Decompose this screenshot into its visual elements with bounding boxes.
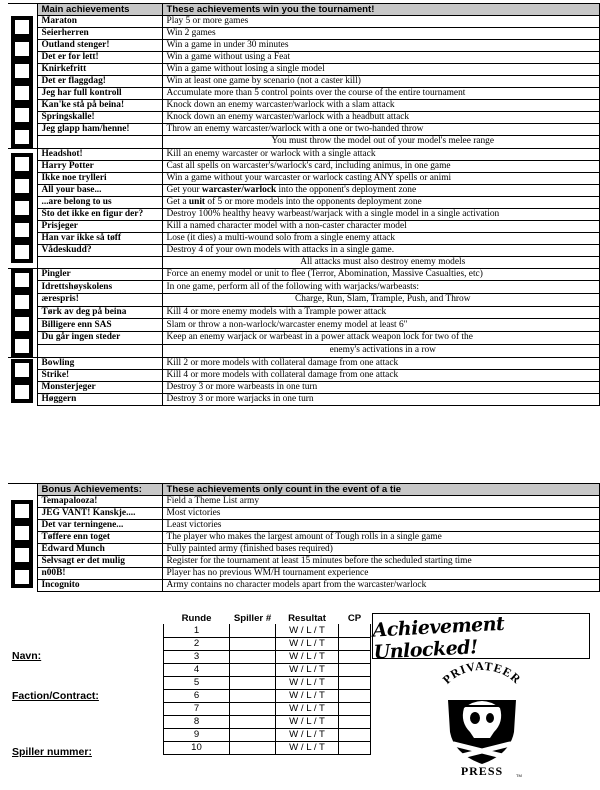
achievement-name: Incognito	[37, 580, 162, 592]
privateer-press-logo	[430, 662, 534, 780]
faction-label: Faction/Contract:	[12, 690, 99, 702]
achievement-name: Sto det ikke en figur der?	[37, 208, 162, 220]
achievement-description: Win at least one game by scenario (not a caster kill)	[162, 76, 600, 88]
spiller-cell[interactable]	[230, 702, 276, 715]
achievement-checkbox[interactable]	[11, 381, 33, 403]
spiller-cell[interactable]	[230, 715, 276, 728]
achievement-name: Tørk av deg på beina	[37, 306, 162, 319]
achievement-row	[8, 244, 600, 256]
achievement-checkbox[interactable]	[11, 500, 33, 522]
achievement-description: Knock down an enemy warcaster/warlock with a headbutt attack	[162, 112, 600, 124]
achievement-row	[8, 220, 600, 232]
achievement-unlocked-text: Achievement Unlocked!	[371, 612, 505, 664]
achievement-row	[8, 256, 600, 268]
achievement-name: Billigere enn SAS	[37, 319, 162, 332]
achievement-row	[8, 268, 600, 281]
achievement-name: Temapalooza!	[37, 496, 162, 508]
achievement-name: Headshot!	[37, 148, 162, 160]
spiller-cell[interactable]	[230, 676, 276, 689]
round-number: 8	[164, 715, 230, 728]
achievement-row	[8, 112, 600, 124]
bonus-header-right: These achievements only count in the event of a tie	[162, 484, 600, 496]
achievement-row	[8, 136, 600, 148]
round-number: 4	[164, 663, 230, 676]
bonus-header-left: Bonus Achievements:	[37, 484, 162, 496]
achievement-row	[8, 172, 600, 184]
achievement-name: Jeg glapp ham/henne!	[37, 124, 162, 136]
header-cp: CP	[347, 612, 362, 624]
achievement-description: Register for the tournament at least 15 minutes before the scheduled starting time	[162, 556, 600, 568]
main-header-row	[8, 4, 600, 16]
main-achievements-table	[8, 3, 600, 406]
cp-cell[interactable]	[339, 637, 371, 650]
spiller-cell[interactable]	[230, 689, 276, 702]
description-text: Get your	[166, 184, 202, 195]
achievement-row	[8, 124, 600, 136]
header-spacer	[8, 4, 37, 16]
achievement-description: Charge, Run, Slam, Trample, Push, and Throw	[162, 293, 600, 306]
achievement-checkbox[interactable]	[11, 38, 33, 60]
achievement-row	[8, 28, 600, 40]
score-row	[164, 676, 371, 689]
achievement-name: Prisjeger	[37, 220, 162, 232]
achievement-description: Least victories	[162, 520, 600, 532]
achievement-description: All attacks must also destroy enemy models	[162, 256, 600, 268]
achievement-description: Kill an enemy warcaster or warlock with a single attack	[162, 148, 600, 160]
achievement-name: Det er flaggdag!	[37, 76, 162, 88]
spiller-cell[interactable]	[230, 741, 276, 754]
checkbox-cell	[8, 148, 37, 268]
achievement-row	[8, 196, 600, 208]
main-header-right: These achievements win you the tournament!	[162, 4, 600, 16]
achievement-row	[8, 52, 600, 64]
achievement-name: n00B!	[37, 568, 162, 580]
header-spiller: Spiller #	[233, 612, 272, 624]
achievement-name: Kan'ke stå på beina!	[37, 100, 162, 112]
header-runde: Runde	[181, 612, 212, 624]
achievement-description: Throw an enemy warcaster/warlock with a one or two-handed throw	[162, 124, 600, 136]
achievement-description: Kill 2 or more models with collateral damage from one attack	[162, 357, 600, 369]
achievement-description: Slam or throw a non-warlock/warcaster enemy model at least 6"	[162, 319, 600, 332]
achievement-description: Field a Theme List army	[162, 496, 600, 508]
score-row	[164, 650, 371, 663]
achievement-checkbox[interactable]	[11, 313, 33, 335]
achievement-row	[8, 556, 600, 568]
achievement-row	[8, 306, 600, 319]
spiller-cell[interactable]	[230, 663, 276, 676]
achievement-name: Høggern	[37, 393, 162, 405]
achievement-name: Ikke noe trylleri	[37, 172, 162, 184]
achievement-description: Destroy 3 or more warjacks in one turn	[162, 393, 600, 405]
achievement-description: Destroy 4 of your own models with attacks in a single game.	[162, 244, 600, 256]
result-cell[interactable]: W / L / T	[276, 650, 339, 663]
score-row	[164, 637, 371, 650]
spiller-nummer-label: Spiller nummer:	[12, 746, 92, 758]
achievement-checkbox[interactable]	[11, 241, 33, 263]
achievement-row	[8, 100, 600, 112]
achievement-name: Pingler	[37, 268, 162, 281]
achievement-description: Win 2 games	[162, 28, 600, 40]
achievement-description: Win a game without your warcaster or warlock casting ANY spells or animi	[162, 172, 600, 184]
achievement-description: Keep an enemy warjack or warbeast in a power attack weapon lock for two of the	[162, 332, 600, 345]
achievement-description: Lose (it dies) a multi-wound solo from a single enemy attack	[162, 232, 600, 244]
main-header-left: Main achievements	[37, 4, 162, 16]
achievement-name	[37, 136, 162, 148]
achievement-description: Win a game without losing a single model	[162, 64, 600, 76]
achievement-name: Seierherren	[37, 28, 162, 40]
result-cell[interactable]: W / L / T	[276, 689, 339, 702]
result-cell[interactable]: W / L / T	[276, 728, 339, 741]
achievement-row	[8, 381, 600, 393]
result-cell[interactable]: W / L / T	[276, 663, 339, 676]
round-number: 7	[164, 702, 230, 715]
achievement-name: ...are belong to us	[37, 196, 162, 208]
score-row	[164, 702, 371, 715]
achievement-description: Knock down an enemy warcaster/warlock with a slam attack	[162, 100, 600, 112]
achievement-name: Bowling	[37, 357, 162, 369]
skull-eye-icon	[486, 713, 494, 723]
description-emphasis: warcaster/warlock	[201, 184, 277, 195]
achievement-checkbox[interactable]	[11, 16, 33, 38]
achievement-name: Du går ingen steder	[37, 332, 162, 345]
result-cell[interactable]: W / L / T	[276, 715, 339, 728]
achievement-description: Destroy 100% healthy heavy warbeast/warjack with a single model in a single activation	[162, 208, 600, 220]
achievement-description: Kill 4 or more models with collateral damage from one attack	[162, 369, 600, 381]
achievement-checkbox[interactable]	[11, 359, 33, 381]
achievement-name: Det er for lett!	[37, 52, 162, 64]
round-number: 3	[164, 650, 230, 663]
score-table	[163, 612, 371, 755]
achievement-row	[8, 532, 600, 544]
achievement-checkbox[interactable]	[11, 544, 33, 566]
achievement-row	[8, 16, 600, 28]
achievement-description	[162, 196, 600, 208]
checkbox-cell	[8, 496, 37, 592]
achievement-row	[8, 293, 600, 306]
achievement-row	[8, 160, 600, 172]
achievement-description: Kill 4 or more enemy models with a Trample power attack	[162, 306, 600, 319]
achievement-name	[37, 256, 162, 268]
description-text: Get a	[166, 196, 189, 207]
achievement-description: Accumulate more than 5 control points over the course of the entire tournament	[162, 88, 600, 100]
achievement-description: Win a game in under 30 minutes	[162, 40, 600, 52]
achievement-name: Edward Munch	[37, 544, 162, 556]
cp-cell[interactable]	[339, 702, 371, 715]
achievement-row	[8, 281, 600, 294]
achievement-description: Cast all spells on warcaster's/warlock's card, including animus, in one game	[162, 160, 600, 172]
score-row	[164, 624, 371, 637]
cp-cell[interactable]	[339, 663, 371, 676]
bonus-achievements-table	[8, 483, 600, 592]
eye-patch-icon	[470, 712, 480, 724]
score-header-row	[164, 612, 371, 624]
achievement-name: Jeg har full kontroll	[37, 88, 162, 100]
achievement-description: Win a game without using a Feat	[162, 52, 600, 64]
achievement-checkbox[interactable]	[11, 82, 33, 104]
achievement-name: Monsterjeger	[37, 381, 162, 393]
achievement-description: Force an enemy model or unit to flee (Terror, Abomination, Massive Casualties, etc)	[162, 268, 600, 281]
result-cell[interactable]: W / L / T	[276, 741, 339, 754]
achievement-name: Strike!	[37, 369, 162, 381]
cp-cell[interactable]	[339, 624, 371, 637]
achievement-unlocked-logo	[371, 612, 590, 664]
achievement-row	[8, 232, 600, 244]
achievement-checkbox[interactable]	[11, 522, 33, 544]
achievement-description: Player has no previous WM/H tournament experience	[162, 568, 600, 580]
achievement-row	[8, 148, 600, 160]
achievement-name: Selvsagt er det mulig	[37, 556, 162, 568]
achievement-row	[8, 580, 600, 592]
score-row	[164, 715, 371, 728]
checkbox-cell	[8, 357, 37, 405]
result-cell[interactable]: W / L / T	[276, 637, 339, 650]
cp-cell[interactable]	[339, 728, 371, 741]
achievement-name: Det var terningene...	[37, 520, 162, 532]
achievement-name: Knirkefritt	[37, 64, 162, 76]
spiller-cell[interactable]	[230, 728, 276, 741]
achievement-checkbox[interactable]	[11, 153, 33, 175]
pp-top-text: PRIVATEER	[439, 662, 525, 687]
score-row	[164, 728, 371, 741]
round-number: 9	[164, 728, 230, 741]
achievement-description	[162, 184, 600, 196]
achievement-checkbox[interactable]	[11, 335, 33, 357]
achievement-row	[8, 344, 600, 357]
achievement-row	[8, 40, 600, 52]
achievement-row	[8, 393, 600, 405]
achievement-name: Harry Potter	[37, 160, 162, 172]
spiller-cell[interactable]	[230, 650, 276, 663]
result-cell[interactable]: W / L / T	[276, 676, 339, 689]
achievement-row	[8, 520, 600, 532]
header-resultat: Resultat	[288, 612, 326, 624]
checkbox-cell	[8, 268, 37, 357]
achievement-checkbox[interactable]	[11, 566, 33, 588]
achievement-row	[8, 508, 600, 520]
navn-label: Navn:	[12, 650, 42, 662]
checkbox-cell	[8, 16, 37, 149]
achievement-name: Idrettshøyskolens	[37, 281, 162, 294]
cp-cell[interactable]	[339, 650, 371, 663]
round-number: 5	[164, 676, 230, 689]
spiller-cell[interactable]	[230, 624, 276, 637]
achievement-description: Army contains no character models apart from the warcaster/warlock	[162, 580, 600, 592]
achievement-name: Han var ikke så tøff	[37, 232, 162, 244]
result-cell[interactable]: W / L / T	[276, 702, 339, 715]
achievement-row	[8, 319, 600, 332]
achievement-description: The player who makes the largest amount of Tough rolls in a single game	[162, 532, 600, 544]
achievement-row	[8, 184, 600, 196]
round-number: 10	[164, 741, 230, 754]
description-text: into the opponent's deployment zone	[276, 184, 417, 195]
achievement-checkbox[interactable]	[11, 197, 33, 219]
achievement-description: enemy's activations in a row	[162, 344, 600, 357]
achievement-row	[8, 568, 600, 580]
achievement-description: Play 5 or more games	[162, 16, 600, 28]
achievement-row	[8, 496, 600, 508]
achievement-name: Vådeskudd?	[37, 244, 162, 256]
achievement-description: Most victories	[162, 508, 600, 520]
round-number: 1	[164, 624, 230, 637]
score-row	[164, 689, 371, 702]
achievement-row	[8, 64, 600, 76]
achievement-name: Tøffere enn toget	[37, 532, 162, 544]
achievement-checkbox[interactable]	[11, 104, 33, 126]
achievement-name: Maraton	[37, 16, 162, 28]
achievement-name	[37, 344, 162, 357]
achievement-checkbox[interactable]	[11, 175, 33, 197]
achievement-description: Fully painted army (finished bases required)	[162, 544, 600, 556]
achievement-checkbox[interactable]	[11, 126, 33, 148]
achievement-name: All your base...	[37, 184, 162, 196]
cp-cell[interactable]	[339, 689, 371, 702]
achievement-row	[8, 76, 600, 88]
score-row	[164, 741, 371, 754]
pp-bottom-text: PRESS	[460, 764, 504, 778]
achievement-name: Outland stenger!	[37, 40, 162, 52]
achievement-name: JEG VANT! Kanskje....	[37, 508, 162, 520]
cp-cell[interactable]	[339, 741, 371, 754]
achievement-description: Destroy 3 or more warbeasts in one turn	[162, 381, 600, 393]
description-emphasis: unit	[188, 196, 206, 207]
achievement-row	[8, 369, 600, 381]
round-number: 2	[164, 637, 230, 650]
spiller-cell[interactable]	[230, 637, 276, 650]
achievement-row	[8, 544, 600, 556]
cp-cell[interactable]	[339, 676, 371, 689]
achievement-checkbox[interactable]	[11, 269, 33, 291]
achievement-row	[8, 88, 600, 100]
achievement-checkbox[interactable]	[11, 60, 33, 82]
achievement-name: Springskalle!	[37, 112, 162, 124]
result-cell[interactable]: W / L / T	[276, 624, 339, 637]
round-number: 6	[164, 689, 230, 702]
description-text: of 5 or more models into the opponents deployment zone	[205, 196, 422, 207]
achievement-row	[8, 357, 600, 369]
score-row	[164, 663, 371, 676]
achievement-description: Kill a named character model with a non-caster character model	[162, 220, 600, 232]
pp-trademark: TM	[516, 773, 522, 778]
header-spacer	[8, 484, 37, 496]
cp-cell[interactable]	[339, 715, 371, 728]
achievement-row	[8, 332, 600, 345]
achievement-row	[8, 208, 600, 220]
achievement-description: In one game, perform all of the following with warjacks/warbeasts:	[162, 281, 600, 294]
achievement-checkbox[interactable]	[11, 291, 33, 313]
achievement-checkbox[interactable]	[11, 219, 33, 241]
achievement-name: ærespris!	[37, 293, 162, 306]
achievement-description: You must throw the model out of your model's melee range	[162, 136, 600, 148]
svg-text:PRIVATEER	[440, 662, 524, 687]
bonus-header-row	[8, 484, 600, 496]
